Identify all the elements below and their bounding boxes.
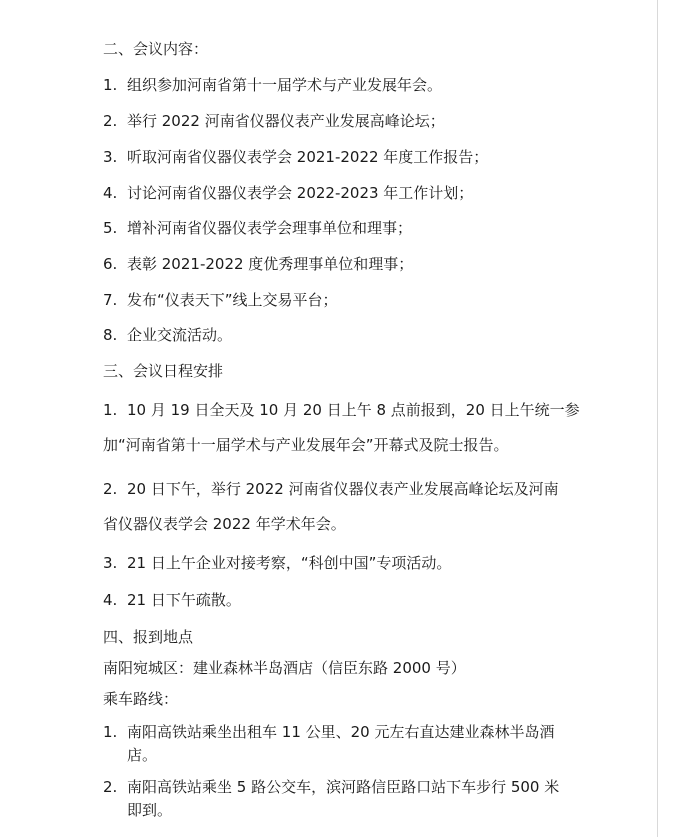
list-item-continuation: 加“河南省第十一届学术与产业发展年会”开幕式及院士报告。 [103,436,509,454]
list-item-number: 3. [103,148,118,166]
list-item: 南阳高铁站乘坐 5 路公交车，滨河路信臣路口站下车步行 500 米 [127,778,560,796]
route-label: 乘车路线： [103,690,179,708]
section2-heading: 二、会议内容： [103,40,209,58]
list-item: 发布“仪表天下”线上交易平台； [127,291,338,309]
section3-heading: 三、会议日程安排 [103,362,224,380]
list-item-number: 2. [103,480,118,498]
list-item: 10 月 19 日全天及 10 月 20 日上午 8 点前报到，20 日上午统一参 [127,401,580,419]
list-item: 举行 2022 河南省仪器仪表产业发展高峰论坛； [127,112,445,130]
list-item-number: 1. [103,723,118,741]
list-item: 企业交流活动。 [127,326,233,344]
list-item: 讨论河南省仪器仪表学会 2022-2023 年工作计划； [127,184,474,202]
list-item: 表彰 2021-2022 度优秀理事单位和理事； [127,255,414,273]
list-item: 组织参加河南省第十一届学术与产业发展年会。 [127,76,443,94]
list-item: 增补河南省仪器仪表学会理事单位和理事； [127,219,413,237]
page-edge-divider [657,0,658,837]
list-item: 21 日下午疏散。 [127,591,241,609]
list-item: 南阳高铁站乘坐出租车 11 公里、20 元左右直达建业森林半岛酒 [127,723,555,741]
list-item-continuation: 店。 [127,746,158,764]
list-item: 听取河南省仪器仪表学会 2021-2022 年度工作报告； [127,148,489,166]
list-item-number: 7. [103,291,118,309]
section4-heading: 四、报到地点 [103,628,194,646]
list-item-number: 8. [103,326,118,344]
list-item-number: 1. [103,401,118,419]
list-item-number: 4. [103,184,118,202]
list-item-number: 1. [103,76,118,94]
list-item-continuation: 即到。 [127,801,173,819]
list-item-continuation: 省仪器仪表学会 2022 年学术年会。 [103,515,346,533]
list-item-number: 6. [103,255,118,273]
list-item-number: 4. [103,591,118,609]
list-item: 20 日下午，举行 2022 河南省仪器仪表产业发展高峰论坛及河南 [127,480,559,498]
list-item: 21 日上午企业对接考察，“科创中国”专项活动。 [127,554,452,572]
location-text: 南阳宛城区：建业森林半岛酒店（信臣东路 2000 号） [103,659,466,677]
list-item-number: 3. [103,554,118,572]
list-item-number: 5. [103,219,118,237]
list-item-number: 2. [103,778,118,796]
list-item-number: 2. [103,112,118,130]
